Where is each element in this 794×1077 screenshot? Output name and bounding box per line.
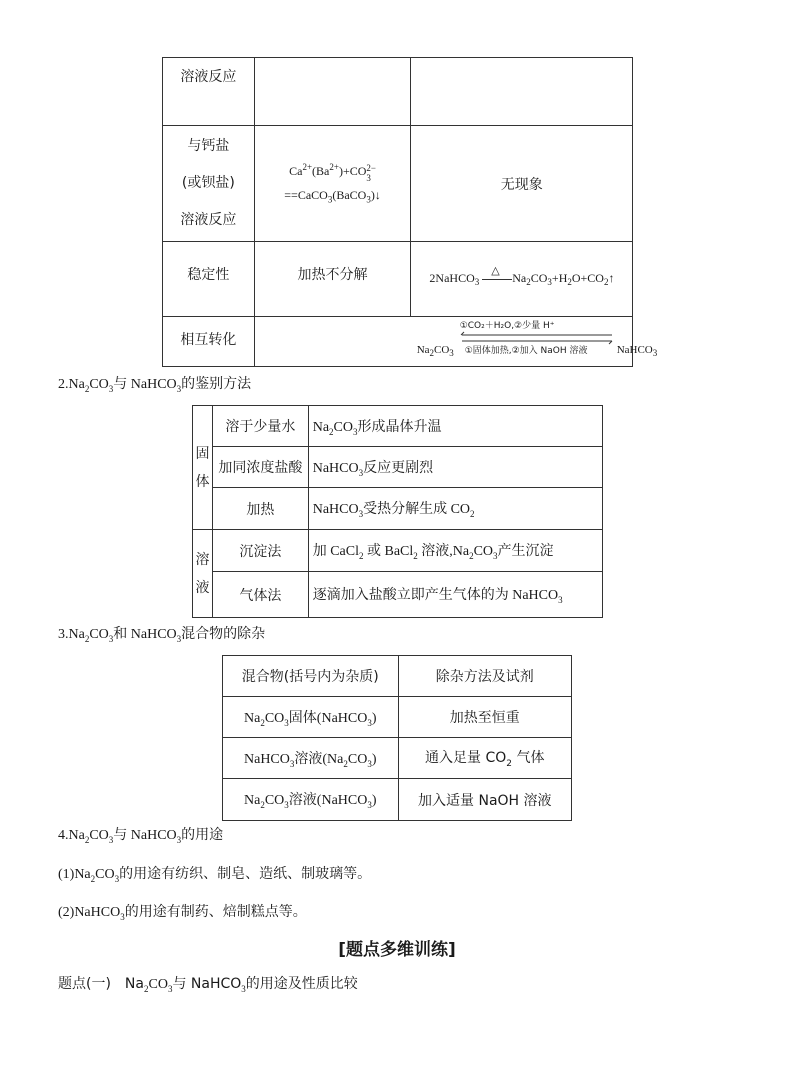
purification-table <box>222 655 572 821</box>
comparison-table <box>162 57 658 367</box>
description-cell: $Na_2CO_3$形成晶体升温 <box>308 406 602 447</box>
column-header: 混合物(括号内为杂质) <box>223 656 399 697</box>
method-cell: 沉淀法 <box>212 530 308 572</box>
section-heading: $4.Na_2CO_3$与 NaHCO$_3$的用途 <box>58 827 224 845</box>
mixture-cell: NaHCO$_3$溶液$(Na_2CO_3)$ <box>223 738 399 779</box>
table-row <box>193 447 603 488</box>
reverse-condition: ①固体加热,②加入 NaOH 溶液 <box>464 346 588 356</box>
table-row <box>193 530 603 572</box>
column-header: 除杂方法及试剂 <box>398 656 571 697</box>
no-phenomenon-cell: 无现象 <box>411 126 633 242</box>
method-cell: 通入足量 $CO_2$ 气体 <box>398 738 571 779</box>
method-cell: 溶于少量水 <box>212 406 308 447</box>
interconversion-cell <box>254 317 658 367</box>
section-title: [题点多维训练] <box>338 940 456 960</box>
species-left: $Na_2CO_3$ <box>416 344 454 359</box>
reaction-equation: $Ca^{2+}(Ba^{2+})+CO$ 2− 3 ==CaCO$_3$(BaCO$_3$)↓ <box>254 126 411 242</box>
method-cell: 加入适量 NaOH 溶液 <box>398 779 571 821</box>
mixture-cell: $Na_2CO_3$溶液(NaHCO$_3$) <box>223 779 399 821</box>
row-label: 与钙盐 (或钡盐) 溶液反应 <box>163 126 255 242</box>
heat-icon: △ <box>491 265 500 277</box>
use-paragraph-1: $(1)Na_2CO_3$的用途有纺织、制皂、造纸、制玻璃等。 <box>58 866 372 884</box>
description-cell: 加 CaCl$_2$ 或 BaCl$_2$ 溶液$,Na_2CO_3$产生沉淀 <box>308 530 602 572</box>
description-cell: NaHCO$_3$受热分解生成 $CO_2$ <box>308 488 602 530</box>
table-row <box>163 242 633 317</box>
heating-condition-arrow <box>482 265 512 288</box>
section-heading: $2.Na_2CO_3$与 NaHCO$_3$的鉴别方法 <box>58 376 252 394</box>
table-row <box>223 697 572 738</box>
description-cell: 逐滴加入盐酸立即产生气体的为 NaHCO$_3$ <box>308 572 602 618</box>
table-row <box>223 779 572 821</box>
table-row <box>163 126 633 242</box>
table-row <box>193 572 603 618</box>
identification-table <box>192 405 603 618</box>
table-row <box>163 317 633 367</box>
table-row <box>193 488 603 530</box>
table-cell <box>254 58 411 126</box>
mixture-cell: $Na_2CO_3$固体(NaHCO$_3$) <box>223 697 399 738</box>
group-solution: 溶 液 <box>193 530 213 618</box>
row-label: 相互转化 <box>163 317 255 367</box>
decomposition-equation: 2NaHCO$_3$ △ $Na_2CO_3+H_2O+CO_2↑$ <box>411 242 633 317</box>
table-header-row <box>223 656 572 697</box>
species-right: NaHCO$_3$ <box>616 344 658 359</box>
group-solid: 固 体 <box>193 406 213 530</box>
description-cell: NaHCO$_3$反应更剧烈 <box>308 447 602 488</box>
row-label: 溶液反应 <box>163 58 255 126</box>
table-row <box>193 406 603 447</box>
table-cell <box>411 58 633 126</box>
method-cell: 气体法 <box>212 572 308 618</box>
method-cell: 加热至恒重 <box>398 697 571 738</box>
use-paragraph-2: (2)NaHCO$_3$的用途有制药、焙制糕点等。 <box>58 904 307 922</box>
forward-condition: ①CO₂＋H₂O,②少量 H⁺ <box>459 321 555 331</box>
table-cell: 加热不分解 <box>254 242 411 317</box>
method-cell: 加热 <box>212 488 308 530</box>
row-label: 稳定性 <box>163 242 255 317</box>
table-row <box>163 58 633 126</box>
method-cell: 加同浓度盐酸 <box>212 447 308 488</box>
table-row <box>223 738 572 779</box>
section-heading: $3.Na_2CO_3$和 NaHCO$_3$混合物的除杂 <box>58 626 266 644</box>
topic-heading: 题点(一) $Na_2CO_3$与 NaHCO$_3$的用途及性质比较 <box>58 976 358 994</box>
